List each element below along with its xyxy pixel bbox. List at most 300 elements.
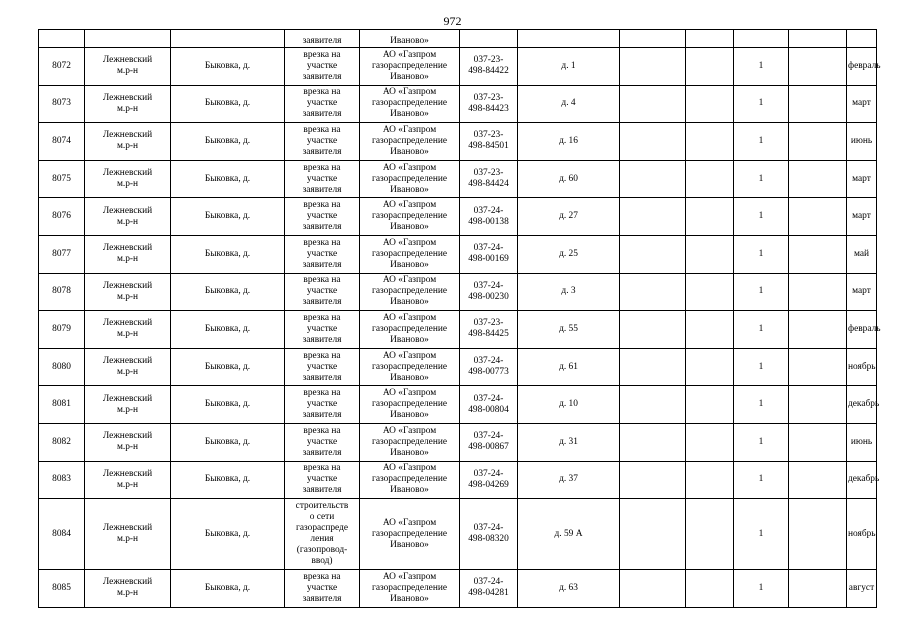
cell-address — [518, 30, 620, 48]
cell-address: д. 61 — [518, 348, 620, 386]
cell-organization-line: газораспределение — [371, 436, 448, 447]
cell-address: д. 37 — [518, 461, 620, 499]
cell-organization-line: АО «Газпром — [382, 350, 437, 361]
cell-district-line: м.р-н — [116, 103, 139, 114]
cell-work-type-line: врезка на — [303, 237, 341, 248]
cell-locality: Быковка, д. — [171, 123, 285, 161]
cell-empty — [620, 198, 686, 236]
cell-district-line: Лежневский — [102, 468, 153, 479]
cell-organization-line: газораспределение — [371, 135, 448, 146]
cell-work-type-line: врезка на — [303, 275, 341, 286]
cell-num — [39, 30, 85, 48]
cell-code-line: 498-84424 — [468, 179, 509, 190]
cell-organization-line: газораспределение — [371, 582, 448, 593]
cell-empty — [620, 311, 686, 349]
cell-code-line: 037-24- — [473, 205, 504, 216]
cell-month: июнь — [847, 123, 877, 161]
cell-work-type — [285, 123, 360, 161]
cell-work-type-line: врезка на — [303, 350, 341, 361]
cell-empty — [789, 235, 847, 273]
cell-work-type-line: врезка на — [303, 87, 341, 98]
cell-code — [460, 461, 518, 499]
cell-month: август — [847, 570, 877, 608]
cell-code-line: 498-84425 — [468, 329, 509, 340]
cell-empty — [789, 160, 847, 198]
cell-empty — [789, 461, 847, 499]
cell-empty — [686, 570, 734, 608]
cell-address: д. 60 — [518, 160, 620, 198]
cell-work-type-line: заявителя — [302, 71, 342, 82]
cell-district-line: Лежневский — [102, 523, 153, 534]
cell-district — [85, 461, 171, 499]
cell-work-type-line: заявителя — [302, 222, 342, 233]
cell-empty — [620, 348, 686, 386]
cell-code-line: 498-00773 — [468, 367, 509, 378]
cell-work-type — [285, 348, 360, 386]
cell-district-line: м.р-н — [116, 534, 139, 545]
cell-code-line: 498-04269 — [468, 479, 509, 490]
cell-month: февраль — [847, 48, 877, 86]
cell-number: 8078 — [39, 273, 85, 311]
cell-district — [85, 348, 171, 386]
cell-empty — [686, 160, 734, 198]
cell-organization-line: АО «Газпром — [382, 571, 437, 582]
table-row — [39, 499, 877, 570]
cell-code-line: 037-24- — [473, 577, 504, 588]
cell-organization — [360, 423, 460, 461]
cell-code — [460, 311, 518, 349]
cell-locality: Быковка, д. — [171, 348, 285, 386]
cell-work-type-line: врезка на — [303, 425, 341, 436]
cell-number: 8082 — [39, 423, 85, 461]
table-row — [39, 570, 877, 608]
cell-empty — [620, 30, 686, 48]
cell-organization-line: газораспределение — [371, 474, 448, 485]
cell-district — [85, 311, 171, 349]
cell-work-type-line: заявителя — [302, 372, 342, 383]
cell-district — [85, 235, 171, 273]
cell-work-type-line: участке — [306, 248, 338, 259]
cell-district-line: м.р-н — [116, 329, 139, 340]
cell-work-type-line: врезка на — [303, 124, 341, 135]
cell-organization-line: газораспределение — [371, 248, 448, 259]
cell-district-line: Лежневский — [102, 55, 153, 66]
cell-organization — [360, 461, 460, 499]
cell-district-line: Лежневский — [102, 431, 153, 442]
cell-organization-line: АО «Газпром — [382, 275, 437, 286]
cell-number: 8084 — [39, 499, 85, 570]
cell-district — [85, 570, 171, 608]
cell-locality: Быковка, д. — [171, 461, 285, 499]
cell-work-type-line: участке — [306, 98, 338, 109]
cell-organization-line: Иваново» — [390, 539, 429, 550]
cell-district — [85, 30, 171, 48]
cell-empty — [686, 461, 734, 499]
cell-code-line: 498-84501 — [468, 141, 509, 152]
cell-organization — [360, 273, 460, 311]
cell-organization-line: газораспределение — [371, 361, 448, 372]
cell-code — [460, 123, 518, 161]
cell-quantity: 1 — [734, 348, 789, 386]
cell-empty — [620, 570, 686, 608]
cell-organization — [360, 386, 460, 424]
cell-locality: Быковка, д. — [171, 198, 285, 236]
cell-work-type-line: заявителя — [302, 109, 342, 120]
cell-address: д. 31 — [518, 423, 620, 461]
cell-organization-line: Иваново» — [390, 146, 429, 157]
cell-code — [460, 160, 518, 198]
cell-quantity: 1 — [734, 48, 789, 86]
cell-quantity: 1 — [734, 85, 789, 123]
table-row — [39, 160, 877, 198]
cell-work-type-line: участке — [306, 323, 338, 334]
cell-qty — [734, 30, 789, 48]
cell-month: ноябрь — [847, 499, 877, 570]
cell-work-type-line: врезка на — [303, 463, 341, 474]
cell-work-type-line: ления — [310, 534, 334, 545]
cell-code-line: 037-23- — [473, 168, 504, 179]
cell-empty — [686, 30, 734, 48]
cell-work-type-line: участке — [306, 436, 338, 447]
cell-organization-line: газораспределение — [371, 211, 448, 222]
cell-district-line: Лежневский — [102, 280, 153, 291]
cell-code — [460, 499, 518, 570]
cell-district-line: Лежневский — [102, 243, 153, 254]
cell-address: д. 63 — [518, 570, 620, 608]
cell-work-type-line: участке — [306, 211, 338, 222]
cell-organization-line: АО «Газпром — [382, 312, 437, 323]
continuation-row — [39, 30, 877, 48]
cell-organization — [360, 311, 460, 349]
cell-work-type-line: заявителя — [302, 259, 342, 270]
cell-organization-line: АО «Газпром — [382, 200, 437, 211]
cell-work-type-line: о сети — [309, 512, 335, 523]
cell-work-type-line: заявителя — [302, 297, 342, 308]
cell-work-type-line: врезка на — [303, 312, 341, 323]
cell-locality: Быковка, д. — [171, 273, 285, 311]
cell-locality: Быковка, д. — [171, 311, 285, 349]
table-row — [39, 235, 877, 273]
cell-organization-line: Иваново» — [390, 109, 429, 120]
cell-empty — [789, 30, 847, 48]
cell-code-line: 037-24- — [473, 243, 504, 254]
cell-organization-line: Иваново» — [390, 71, 429, 82]
cell-organization-line: Иваново» — [390, 334, 429, 345]
cell-month: декабрь — [847, 461, 877, 499]
cell-month: март — [847, 273, 877, 311]
cell-number: 8080 — [39, 348, 85, 386]
cell-code-line: 037-24- — [473, 523, 504, 534]
cell-code-line: 037-24- — [473, 468, 504, 479]
cell-organization — [360, 85, 460, 123]
cell-organization-line: АО «Газпром — [382, 517, 437, 528]
cell-code — [460, 30, 518, 48]
cell-month: март — [847, 85, 877, 123]
cell-code-line: 498-00169 — [468, 254, 509, 265]
cell-code-line: 037-24- — [473, 280, 504, 291]
page-number: 972 — [443, 14, 462, 28]
cell-locality — [171, 30, 285, 48]
cell-locality: Быковка, д. — [171, 85, 285, 123]
cell-work-type — [285, 85, 360, 123]
cell-work-type-line: врезка на — [303, 200, 341, 211]
table-row — [39, 461, 877, 499]
cell-district-line: Лежневский — [102, 577, 153, 588]
cell-organization — [360, 48, 460, 86]
cell-number: 8073 — [39, 85, 85, 123]
cell-empty — [789, 570, 847, 608]
cell-code-line: 498-84422 — [468, 66, 509, 77]
cell-district — [85, 273, 171, 311]
cell-locality: Быковка, д. — [171, 160, 285, 198]
cell-empty — [789, 423, 847, 461]
cell-district-line: Лежневский — [102, 168, 153, 179]
cell-district-line: м.р-н — [116, 442, 139, 453]
table-row — [39, 198, 877, 236]
cell-quantity: 1 — [734, 570, 789, 608]
cell-code — [460, 273, 518, 311]
cell-empty — [620, 423, 686, 461]
cell-empty — [789, 311, 847, 349]
cell-work-type-line: заявителя — [302, 334, 342, 345]
cell-organization-line: газораспределение — [371, 286, 448, 297]
cell-organization-line: Иваново» — [390, 184, 429, 195]
cell-code — [460, 235, 518, 273]
cell-number: 8072 — [39, 48, 85, 86]
cell-organization — [360, 123, 460, 161]
cell-district-line: м.р-н — [116, 367, 139, 378]
cell-work-type-line: врезка на — [303, 388, 341, 399]
cell-organization-line: газораспределение — [371, 173, 448, 184]
cell-district-line: Лежневский — [102, 92, 153, 103]
cell-code — [460, 386, 518, 424]
cell-district-line: м.р-н — [116, 291, 139, 302]
cell-organization — [360, 348, 460, 386]
cell-organization-line: АО «Газпром — [382, 237, 437, 248]
cell-work-type-line: строительств — [295, 501, 349, 512]
cell-organization-line: Иваново» — [390, 259, 429, 270]
cell-locality: Быковка, д. — [171, 570, 285, 608]
cell-organization-line: Иваново» — [390, 222, 429, 233]
cell-work-type-line: врезка на — [303, 162, 341, 173]
table-row — [39, 423, 877, 461]
cell-code-line: 498-08320 — [468, 534, 509, 545]
cell-work-type — [285, 235, 360, 273]
cell-empty — [789, 386, 847, 424]
cell-district — [85, 198, 171, 236]
cell-work-type-line: заявителя — [302, 447, 342, 458]
cell-code — [460, 85, 518, 123]
cell-organization-line: газораспределение — [371, 528, 448, 539]
cell-organization-line: АО «Газпром — [382, 162, 437, 173]
cell-work-type — [285, 48, 360, 86]
cell-organization-line: АО «Газпром — [382, 463, 437, 474]
cell-empty — [620, 160, 686, 198]
cell-district — [85, 123, 171, 161]
cell-number: 8074 — [39, 123, 85, 161]
cell-empty — [686, 48, 734, 86]
cell-empty — [620, 461, 686, 499]
cell-locality: Быковка, д. — [171, 386, 285, 424]
cell-code — [460, 423, 518, 461]
cell-empty — [620, 123, 686, 161]
cell-address: д. 10 — [518, 386, 620, 424]
table-row — [39, 48, 877, 86]
cell-work-type-line: участке — [306, 361, 338, 372]
cell-organization-line: АО «Газпром — [382, 87, 437, 98]
cell-organization — [360, 499, 460, 570]
cell-organization — [360, 198, 460, 236]
cell-code — [460, 198, 518, 236]
cell-empty — [789, 499, 847, 570]
table-row — [39, 123, 877, 161]
cell-district — [85, 160, 171, 198]
cell-code-line: 498-00230 — [468, 291, 509, 302]
cell-work-type-line: участке — [306, 60, 338, 71]
cell-empty — [620, 85, 686, 123]
cell-work-type-line: участке — [306, 474, 338, 485]
table-row — [39, 273, 877, 311]
cell-district-line: Лежневский — [102, 130, 153, 141]
cell-month: февраль — [847, 311, 877, 349]
cell-organization — [360, 235, 460, 273]
cell-organization-line: Иваново» — [390, 410, 429, 421]
registry-table — [38, 29, 881, 608]
cell-empty — [686, 311, 734, 349]
cell-month: март — [847, 198, 877, 236]
cell-number: 8081 — [39, 386, 85, 424]
cell-empty — [789, 123, 847, 161]
cell-quantity: 1 — [734, 198, 789, 236]
cell-quantity: 1 — [734, 235, 789, 273]
cell-empty — [789, 85, 847, 123]
cell-work-type — [285, 273, 360, 311]
cell-address: д. 16 — [518, 123, 620, 161]
cell-empty — [686, 499, 734, 570]
cell-district-line: м.р-н — [116, 404, 139, 415]
cell-code-line: 037-23- — [473, 92, 504, 103]
cell-address: д. 55 — [518, 311, 620, 349]
cell-address: д. 27 — [518, 198, 620, 236]
cell-organization-line: Иваново» — [390, 297, 429, 308]
cell-district-line: м.р-н — [116, 479, 139, 490]
cell-quantity: 1 — [734, 273, 789, 311]
cell-work-type-line: заявителя — [302, 485, 342, 496]
cell-empty — [789, 48, 847, 86]
cell-work-type — [285, 311, 360, 349]
cell-district — [85, 386, 171, 424]
cell-organization-line: АО «Газпром — [382, 425, 437, 436]
cell-quantity: 1 — [734, 311, 789, 349]
cell-district — [85, 48, 171, 86]
cell-empty — [686, 386, 734, 424]
table-row — [39, 386, 877, 424]
cell-district — [85, 423, 171, 461]
cell-work-type — [285, 423, 360, 461]
cell-district-line: м.р-н — [116, 254, 139, 265]
cell-work-type-line: врезка на — [303, 49, 341, 60]
cell-empty — [620, 273, 686, 311]
cell-number: 8077 — [39, 235, 85, 273]
cell-empty — [620, 499, 686, 570]
cell-district-line: Лежневский — [102, 318, 153, 329]
cell-work-type-line: газораспреде — [295, 523, 349, 534]
cell-month: март — [847, 160, 877, 198]
table-row — [39, 311, 877, 349]
cell-organization-line: Иваново» — [390, 372, 429, 383]
cell-code-line: 037-24- — [473, 393, 504, 404]
cell-month: декабрь — [847, 386, 877, 424]
cell-number: 8076 — [39, 198, 85, 236]
cell-month: ноябрь — [847, 348, 877, 386]
cell-code — [460, 48, 518, 86]
cell-code-line: 498-00804 — [468, 404, 509, 415]
cell-empty — [686, 235, 734, 273]
cell-quantity: 1 — [734, 499, 789, 570]
cell-work-type-line: заявителя — [302, 184, 342, 195]
cell-work-type-line: участке — [306, 582, 338, 593]
cell-organization-line: газораспределение — [371, 98, 448, 109]
cell-work-type — [285, 198, 360, 236]
cell-code-line: 037-23- — [473, 55, 504, 66]
cell-locality: Быковка, д. — [171, 423, 285, 461]
cell-address: д. 4 — [518, 85, 620, 123]
cell-quantity: 1 — [734, 160, 789, 198]
cell-empty — [620, 386, 686, 424]
cell-month: май — [847, 235, 877, 273]
cell-organization-line: АО «Газпром — [382, 49, 437, 60]
cell-code — [460, 570, 518, 608]
cell-organization-line: газораспределение — [371, 323, 448, 334]
cell-code-line: 498-84423 — [468, 103, 509, 114]
cell-organization-line: АО «Газпром — [382, 124, 437, 135]
cell-district — [85, 499, 171, 570]
cell-work-type-line: врезка на — [303, 571, 341, 582]
cell-address: д. 59 А — [518, 499, 620, 570]
cell-district-line: Лежневский — [102, 356, 153, 367]
cell-district-line: м.р-н — [116, 66, 139, 77]
cell-quantity: 1 — [734, 423, 789, 461]
cell-work-type-line: участке — [306, 135, 338, 146]
cell-empty — [789, 348, 847, 386]
cell-locality: Быковка, д. — [171, 235, 285, 273]
cell-org: Иваново» — [360, 30, 460, 48]
cell-code-line: 037-24- — [473, 356, 504, 367]
cell-district-line: Лежневский — [102, 393, 153, 404]
cell-work-type-line: участке — [306, 173, 338, 184]
cell-quantity: 1 — [734, 123, 789, 161]
cell-organization-line: газораспределение — [371, 60, 448, 71]
table-row — [39, 348, 877, 386]
cell-month: июнь — [847, 423, 877, 461]
cell-empty — [620, 235, 686, 273]
cell-number: 8083 — [39, 461, 85, 499]
cell-code-line: 498-00138 — [468, 216, 509, 227]
cell-address: д. 1 — [518, 48, 620, 86]
cell-empty — [686, 423, 734, 461]
cell-address: д. 25 — [518, 235, 620, 273]
cell-work-type-line: (газопровод- — [296, 545, 348, 556]
cell-organization — [360, 570, 460, 608]
cell-empty — [686, 273, 734, 311]
cell-empty — [686, 123, 734, 161]
cell-district-line: м.р-н — [116, 141, 139, 152]
cell-work-type-line: заявителя — [302, 410, 342, 421]
cell-code-line: 037-23- — [473, 318, 504, 329]
cell-work-type-line: участке — [306, 286, 338, 297]
cell-work-type-line: ввод) — [311, 556, 333, 567]
cell-work-type — [285, 386, 360, 424]
